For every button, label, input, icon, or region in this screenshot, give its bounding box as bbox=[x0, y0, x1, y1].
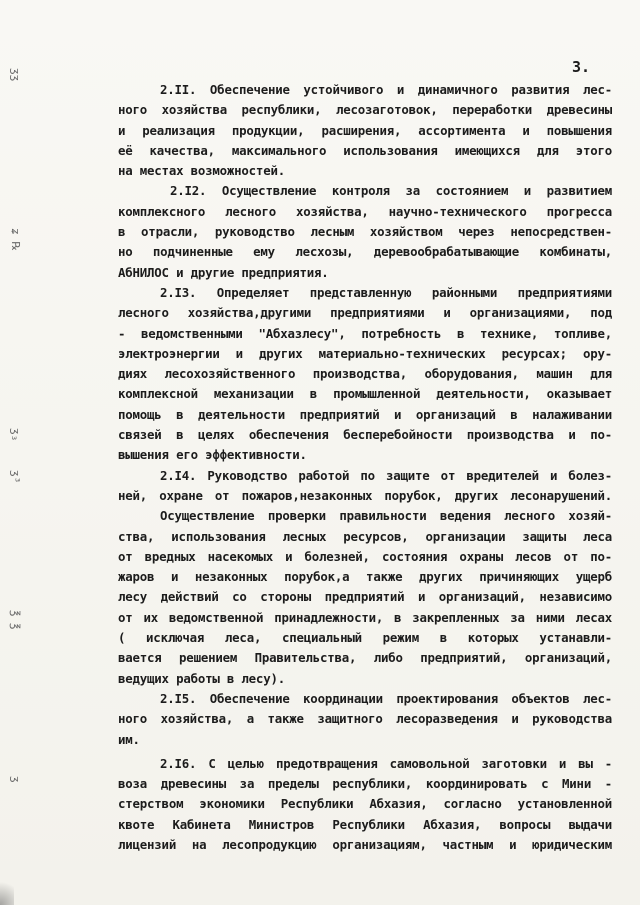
text-line: 2.II. Обеспечение устойчивого и динамичного развития лес- bbox=[160, 82, 612, 97]
margin-mark: ʑ ℞ bbox=[9, 228, 22, 252]
text-line: квоте Кабинета Министров Республики Абхазия, вопросы выдачи bbox=[118, 816, 612, 832]
text-line: от вредных насекомых и болезней, состояния охраны лесов от по- bbox=[118, 548, 612, 564]
text-line: 2.I3. Определяет представленную районными предприятиями bbox=[160, 284, 612, 300]
text-line: ней, охране от пожаров,незаконных порубок, других лесонарушений. bbox=[118, 487, 612, 503]
text-line: связей в целях обеспечения бесперебойности производства и по- bbox=[118, 427, 612, 443]
text-line: 2.I5. Обеспечение координации проектирования объектов лес- bbox=[160, 690, 612, 706]
text-line: - ведомственными "Абхазлесу", потребность в технике, топливе, bbox=[118, 325, 612, 341]
text-line: но подчиненные ему лесхозы, деревообрабатывающие комбинаты, bbox=[118, 244, 612, 260]
paragraph-2-16 bbox=[118, 754, 612, 855]
text-line: лицензий на лесопродукцию организациям, частным и юридическим bbox=[118, 836, 612, 852]
text-line: жаров и незаконных порубок,а также других причиняющих ущерб bbox=[118, 569, 612, 585]
text-line: ного хозяйства, а также защитного лесоразведения и руководства bbox=[118, 711, 612, 727]
text-line: электроэнергии и других материально-технических ресурсах; ору- bbox=[118, 345, 612, 361]
text-line: комплексной механизации в промышленной деятельности, оказывает bbox=[118, 386, 612, 402]
text-line: ного хозяйства республики, лесозаготовок, переработки древесины bbox=[118, 102, 612, 118]
text-line: в отрасли, руководство лесным хозяйством через непосредствен- bbox=[118, 224, 612, 240]
text-line: от их ведомственной принадлежности, в закрепленных за ними лесах bbox=[118, 609, 612, 625]
text-line: диях лесохозяйственного производства, оборудования, машин для bbox=[118, 366, 612, 382]
paragraph-2-11 bbox=[118, 80, 612, 181]
margin-mark: ʒ³ bbox=[9, 470, 22, 484]
paragraph-2-14 bbox=[118, 466, 612, 689]
text-line: вается решением Правительства, либо предприятий, организаций, bbox=[118, 650, 612, 666]
margin-mark: ʒʒ bbox=[9, 68, 22, 82]
text-line: и реализация продукции, расширения, ассортимента и повышения bbox=[118, 122, 612, 138]
text-line: лесного хозяйства,другими предприятиями и организациями, под bbox=[118, 305, 612, 321]
text-line: стерством экономики Республики Абхазия, согласно установленной bbox=[118, 796, 612, 812]
document-body bbox=[118, 80, 612, 855]
text-line: помощь в деятельности предприятий и организаций в налаживании bbox=[118, 406, 612, 422]
text-line: её качества, максимального использования имеющихся для этого bbox=[118, 142, 612, 158]
text-line: ведущих работы в лесу). bbox=[118, 670, 285, 686]
margin-mark: ʒ₃ bbox=[9, 428, 22, 442]
margin-mark: ℥ ℥ bbox=[9, 610, 22, 630]
text-line: Осуществление проверки правильности ведения лесного хозяй- bbox=[160, 508, 612, 524]
text-line: вышения его эффективности. bbox=[118, 447, 307, 463]
text-line: на местах возможностей. bbox=[118, 163, 285, 179]
text-line: воза древесины за пределы республики, координировать с Мини - bbox=[118, 776, 612, 792]
paragraph-2-13 bbox=[118, 283, 612, 466]
text-line: АбНИЛОС и другие предприятия. bbox=[118, 264, 329, 280]
margin-mark: ʒ bbox=[9, 776, 22, 783]
text-line: 2.I6. С целью предотвращения самовольной заготовки и вы - bbox=[160, 755, 612, 771]
text-line: 2.I4. Руководство работой по защите от вредителей и болез- bbox=[160, 467, 612, 483]
text-line: ства, использования лесных ресурсов, организации защиты леса bbox=[118, 528, 612, 544]
text-line: лесу действий со стороны предприятий и организаций, независимо bbox=[118, 589, 612, 605]
text-line: 2.I2. Осуществление контроля за состоянием и развитием bbox=[170, 183, 612, 199]
text-line: ( исключая леса, специальный режим в которых устанавли- bbox=[118, 630, 612, 646]
paragraph-2-15 bbox=[118, 689, 612, 750]
text-line: им. bbox=[118, 731, 140, 747]
page-number: 3. bbox=[572, 58, 591, 76]
scan-smudge bbox=[0, 875, 14, 905]
paragraph-2-12 bbox=[118, 181, 612, 282]
text-line: комплексного лесного хозяйства, научно-технического прогресса bbox=[118, 203, 612, 219]
margin-marks bbox=[9, 0, 62, 905]
